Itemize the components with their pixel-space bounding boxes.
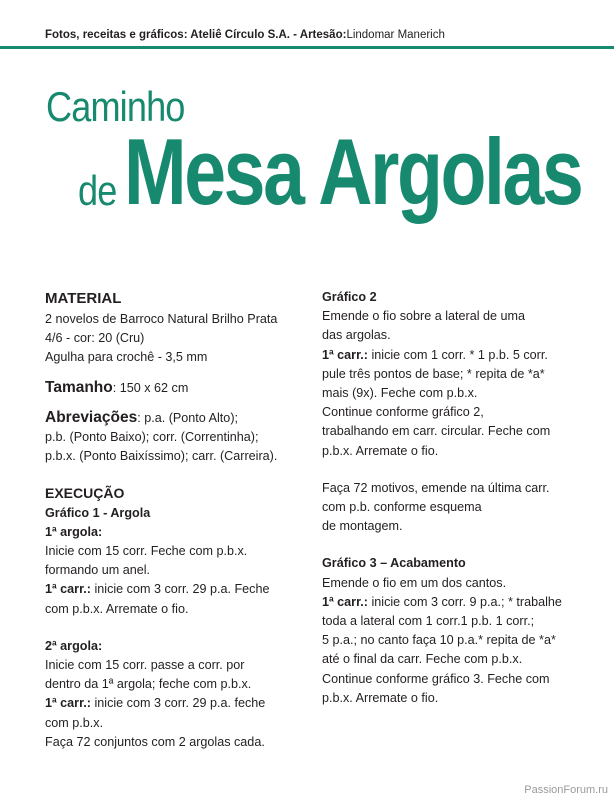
- size-value: : 150 x 62 cm: [112, 380, 189, 395]
- right-column: [322, 288, 584, 708]
- title-main: Mesa Argolas: [124, 119, 582, 224]
- row-text: com p.b.x. Arremate o fio.: [45, 601, 189, 616]
- material-line: Agulha para crochê - 3,5 mm: [45, 350, 208, 365]
- watermark: PassionForum.ru: [524, 784, 608, 796]
- credits-separator: -: [289, 29, 300, 41]
- row-label: 1ª carr.:: [45, 696, 91, 711]
- row-text: inicie com 3 corr. 29 p.a. feche: [90, 696, 266, 711]
- left-column: [45, 288, 307, 752]
- title-line1: Caminho: [46, 83, 185, 130]
- material-line: 2 novelos de Barroco Natural Brilho Prata: [45, 312, 278, 326]
- chart3-heading: Gráfico 3 – Acabamento: [322, 556, 466, 571]
- abbr-text: p.b. (Ponto Baixo); corr. (Correntinha);: [45, 430, 259, 445]
- motifs-line: com p.b. conforme esquema: [322, 500, 482, 515]
- credits-label: Fotos, receitas e gráficos: Ateliê Círculo S.A.: [45, 29, 290, 41]
- row-text: até o final da carr. Feche com p.b.x.: [322, 652, 523, 667]
- chart2-heading: Gráfico 2: [322, 290, 377, 304]
- row-text: Continue conforme gráfico 2,: [322, 405, 484, 420]
- row-label: 1ª carr.:: [322, 347, 368, 362]
- row-text: inicie com 1 corr. * 1 p.b. 5 corr.: [367, 347, 548, 362]
- ring2-line: dentro da 1ª argola; feche com p.b.x.: [45, 677, 252, 692]
- abbr-line: [45, 408, 307, 428]
- size-line: [45, 378, 307, 398]
- ring2-line: Inicie com 15 corr. passe a corr. por: [45, 658, 245, 673]
- title-de: de: [78, 167, 117, 214]
- abbr-label: Abreviações: [45, 408, 138, 426]
- exec-heading: EXECUÇÃO: [45, 485, 125, 502]
- chart2-line: das argolas.: [322, 328, 391, 343]
- chart3-line: Emende o fio em um dos cantos.: [322, 575, 507, 590]
- chart3-row: [322, 593, 584, 612]
- size-label: Tamanho: [45, 378, 113, 396]
- ring2-row: [45, 694, 307, 713]
- row-text: mais (9x). Feche com p.b.x.: [322, 386, 478, 401]
- row-label: 1ª carr.:: [45, 582, 91, 597]
- artist-name: Lindomar Manerich: [346, 29, 445, 41]
- row-text: p.b.x. Arremate o fio.: [322, 690, 439, 705]
- row-text: inicie com 3 corr. 9 p.a.; * trabalhe: [367, 594, 562, 609]
- row-text: inicie com 3 corr. 29 p.a. Feche: [90, 582, 270, 597]
- row-text: com p.b.x.: [45, 715, 104, 730]
- chart1-heading: Gráfico 1 - Argola: [45, 505, 151, 520]
- row-text: 5 p.a.; no canto faça 10 p.a.* repita de *a*: [322, 633, 556, 648]
- ring1-line: formando um anel.: [45, 563, 151, 578]
- material-line: 4/6 - cor: 20 (Cru): [45, 331, 145, 346]
- ring2-final: Faça 72 conjuntos com 2 argolas cada.: [45, 734, 265, 749]
- abbr-text: p.b.x. (Ponto Baixíssimo); carr. (Carreira).: [45, 449, 278, 464]
- material-heading: MATERIAL: [45, 290, 122, 307]
- row-text: Continue conforme gráfico 3. Feche com: [322, 671, 550, 686]
- ring1-row: [45, 580, 307, 599]
- row-text: toda a lateral com 1 corr.1 p.b. 1 corr.;: [322, 614, 535, 629]
- ring1-line: Inicie com 15 corr. Feche com p.b.x.: [45, 544, 248, 559]
- artist-label: Artesão:: [299, 29, 347, 41]
- ring2-heading: 2ª argola:: [45, 638, 103, 653]
- chart2-row: [322, 346, 584, 365]
- row-text: p.b.x. Arremate o fio.: [322, 443, 439, 458]
- ring1-heading: 1ª argola:: [45, 524, 103, 539]
- credits-line: [45, 28, 445, 42]
- chart2-line: Emende o fio sobre a lateral de uma: [322, 309, 526, 324]
- motifs-line: de montagem.: [322, 519, 403, 534]
- motifs-line: Faça 72 motivos, emende na última carr.: [322, 480, 550, 495]
- abbr-text: : p.a. (Ponto Alto);: [137, 410, 239, 425]
- row-label: 1ª carr.:: [322, 594, 368, 609]
- row-text: pule três pontos de base; * repita de *a*: [322, 366, 545, 381]
- row-text: trabalhando em carr. circular. Feche com: [322, 424, 551, 439]
